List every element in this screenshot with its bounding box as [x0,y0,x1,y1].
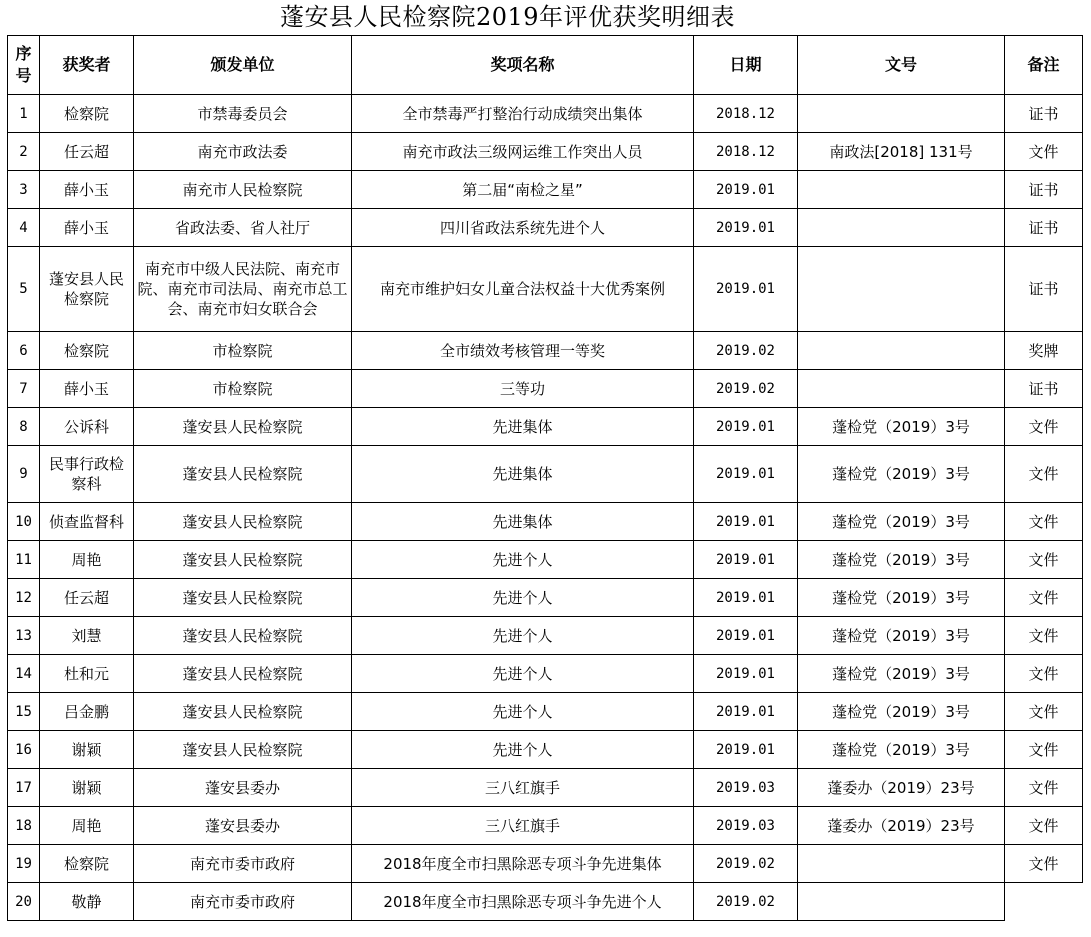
page-title: 蓬安县人民检察院2019年评优获奖明细表 [279,3,736,31]
table-row [8,731,1083,769]
cell-date: 2019.01 [694,446,798,503]
cell-date: 2019.01 [694,693,798,731]
cell-winner: 谢颖 [40,731,134,769]
cell-issuer: 省政法委、省人社厅 [134,209,352,247]
cell-docno: 蓬检党（2019）3号 [798,446,1005,503]
cell-date: 2019.03 [694,769,798,807]
cell-award: 第二届“南检之星” [352,171,694,209]
cell-award: 2018年度全市扫黑除恶专项斗争先进集体 [352,845,694,883]
cell-award: 先进个人 [352,655,694,693]
cell-issuer: 蓬安县人民检察院 [134,579,352,617]
cell-issuer: 蓬安县委办 [134,807,352,845]
cell-date: 2018.12 [694,95,798,133]
cell-docno [798,883,1005,921]
table-row [8,883,1083,921]
cell-seq: 15 [8,693,40,731]
cell-seq: 18 [8,807,40,845]
cell-date: 2019.01 [694,731,798,769]
table-row [8,617,1083,655]
table-row [8,541,1083,579]
cell-docno [798,95,1005,133]
cell-docno: 蓬检党（2019）3号 [798,541,1005,579]
cell-date: 2019.01 [694,617,798,655]
cell-seq: 19 [8,845,40,883]
cell-issuer: 蓬安县人民检察院 [134,617,352,655]
cell-award: 三等功 [352,370,694,408]
cell-award: 南充市维护妇女儿童合法权益十大优秀案例 [352,247,694,332]
cell-award: 先进集体 [352,408,694,446]
cell-note: 文件 [1005,579,1083,617]
cell-docno: 蓬检党（2019）3号 [798,503,1005,541]
cell-docno [798,209,1005,247]
cell-docno [798,332,1005,370]
cell-issuer: 蓬安县人民检察院 [134,731,352,769]
cell-docno: 南政法[2018] 131号 [798,133,1005,171]
cell-issuer: 市禁毒委员会 [134,95,352,133]
cell-winner: 杜和元 [40,655,134,693]
cell-seq: 7 [8,370,40,408]
cell-seq: 2 [8,133,40,171]
cell-date: 2019.02 [694,845,798,883]
cell-seq: 6 [8,332,40,370]
header-seq: 序号 [8,36,40,95]
cell-award: 三八红旗手 [352,807,694,845]
cell-winner: 薛小玉 [40,209,134,247]
cell-date: 2019.02 [694,332,798,370]
cell-note: 文件 [1005,503,1083,541]
table-row [8,408,1083,446]
table-row [8,247,1083,332]
header-docno: 文号 [798,36,1005,95]
cell-seq: 8 [8,408,40,446]
cell-docno [798,845,1005,883]
cell-issuer: 南充市中级人民法院、南充市院、南充市司法局、南充市总工会、南充市妇女联合会 [134,247,352,332]
cell-issuer: 蓬安县人民检察院 [134,693,352,731]
cell-winner: 谢颖 [40,769,134,807]
cell-issuer: 南充市委市政府 [134,883,352,921]
header-award: 奖项名称 [352,36,694,95]
cell-date: 2019.01 [694,503,798,541]
cell-award: 先进个人 [352,579,694,617]
cell-issuer: 市检察院 [134,332,352,370]
cell-note: 证书 [1005,209,1083,247]
cell-docno: 蓬检党（2019）3号 [798,579,1005,617]
cell-award: 先进集体 [352,503,694,541]
cell-note: 文件 [1005,133,1083,171]
cell-docno: 蓬检党（2019）3号 [798,693,1005,731]
cell-seq: 5 [8,247,40,332]
cell-issuer: 南充市委市政府 [134,845,352,883]
cell-award: 先进个人 [352,731,694,769]
cell-issuer: 蓬安县人民检察院 [134,541,352,579]
cell-note: 证书 [1005,247,1083,332]
cell-docno: 蓬委办（2019）23号 [798,769,1005,807]
cell-seq: 16 [8,731,40,769]
cell-winner: 侦查监督科 [40,503,134,541]
cell-date: 2019.01 [694,171,798,209]
cell-award: 先进个人 [352,541,694,579]
cell-award: 三八红旗手 [352,769,694,807]
cell-award: 2018年度全市扫黑除恶专项斗争先进个人 [352,883,694,921]
cell-date: 2019.01 [694,247,798,332]
cell-award: 全市禁毒严打整治行动成绩突出集体 [352,95,694,133]
table-row [8,133,1083,171]
cell-winner: 蓬安县人民检察院 [40,247,134,332]
table-row [8,370,1083,408]
cell-note: 奖牌 [1005,332,1083,370]
header-row [8,36,1083,95]
cell-issuer: 南充市政法委 [134,133,352,171]
cell-docno: 蓬委办（2019）23号 [798,807,1005,845]
cell-award: 先进个人 [352,617,694,655]
cell-docno: 蓬检党（2019）3号 [798,408,1005,446]
cell-winner: 刘慧 [40,617,134,655]
header-issuer: 颁发单位 [134,36,352,95]
cell-date: 2018.12 [694,133,798,171]
cell-seq: 20 [8,883,40,921]
table-row [8,503,1083,541]
cell-docno [798,370,1005,408]
awards-table [7,35,1083,921]
cell-seq: 3 [8,171,40,209]
table-row [8,655,1083,693]
cell-winner: 薛小玉 [40,370,134,408]
cell-issuer: 蓬安县人民检察院 [134,503,352,541]
cell-issuer: 蓬安县委办 [134,769,352,807]
header-note: 备注 [1005,36,1083,95]
cell-issuer: 南充市人民检察院 [134,171,352,209]
cell-seq: 14 [8,655,40,693]
cell-note: 文件 [1005,845,1083,883]
cell-note: 文件 [1005,655,1083,693]
cell-award: 先进个人 [352,693,694,731]
cell-seq: 12 [8,579,40,617]
cell-date: 2019.03 [694,807,798,845]
table-row [8,807,1083,845]
cell-winner: 吕金鹏 [40,693,134,731]
cell-award: 先进集体 [352,446,694,503]
cell-date: 2019.02 [694,883,798,921]
cell-seq: 9 [8,446,40,503]
cell-date: 2019.01 [694,209,798,247]
cell-award: 四川省政法系统先进个人 [352,209,694,247]
header-winner: 获奖者 [40,36,134,95]
cell-seq: 1 [8,95,40,133]
cell-date: 2019.01 [694,408,798,446]
table-row [8,171,1083,209]
cell-winner: 周艳 [40,807,134,845]
cell-winner: 敬静 [40,883,134,921]
cell-winner: 公诉科 [40,408,134,446]
cell-winner: 任云超 [40,133,134,171]
cell-issuer: 蓬安县人民检察院 [134,446,352,503]
table-row [8,693,1083,731]
cell-docno [798,171,1005,209]
cell-note: 文件 [1005,693,1083,731]
table-row [8,446,1083,503]
table-row [8,769,1083,807]
cell-seq: 13 [8,617,40,655]
cell-seq: 4 [8,209,40,247]
cell-docno: 蓬检党（2019）3号 [798,655,1005,693]
cell-issuer: 蓬安县人民检察院 [134,655,352,693]
cell-winner: 薛小玉 [40,171,134,209]
cell-note: 文件 [1005,541,1083,579]
cell-note: 证书 [1005,95,1083,133]
cell-date: 2019.02 [694,370,798,408]
cell-note: 文件 [1005,446,1083,503]
cell-note [1005,883,1083,921]
cell-award: 南充市政法三级网运维工作突出人员 [352,133,694,171]
table-row [8,209,1083,247]
cell-seq: 11 [8,541,40,579]
cell-winner: 周艳 [40,541,134,579]
table-row [8,332,1083,370]
cell-date: 2019.01 [694,541,798,579]
cell-docno [798,247,1005,332]
cell-winner: 任云超 [40,579,134,617]
cell-note: 证书 [1005,171,1083,209]
cell-note: 文件 [1005,617,1083,655]
cell-date: 2019.01 [694,579,798,617]
cell-award: 全市绩效考核管理一等奖 [352,332,694,370]
cell-note: 证书 [1005,370,1083,408]
cell-docno: 蓬检党（2019）3号 [798,617,1005,655]
cell-note: 文件 [1005,408,1083,446]
cell-note: 文件 [1005,769,1083,807]
table-row [8,579,1083,617]
cell-winner: 检察院 [40,845,134,883]
cell-seq: 17 [8,769,40,807]
cell-winner: 检察院 [40,332,134,370]
cell-date: 2019.01 [694,655,798,693]
table-row [8,95,1083,133]
header-date: 日期 [694,36,798,95]
table-row [8,845,1083,883]
cell-winner: 民事行政检察科 [40,446,134,503]
cell-seq: 10 [8,503,40,541]
cell-note: 文件 [1005,731,1083,769]
cell-issuer: 蓬安县人民检察院 [134,408,352,446]
cell-docno: 蓬检党（2019）3号 [798,731,1005,769]
cell-issuer: 市检察院 [134,370,352,408]
cell-note: 文件 [1005,807,1083,845]
cell-winner: 检察院 [40,95,134,133]
